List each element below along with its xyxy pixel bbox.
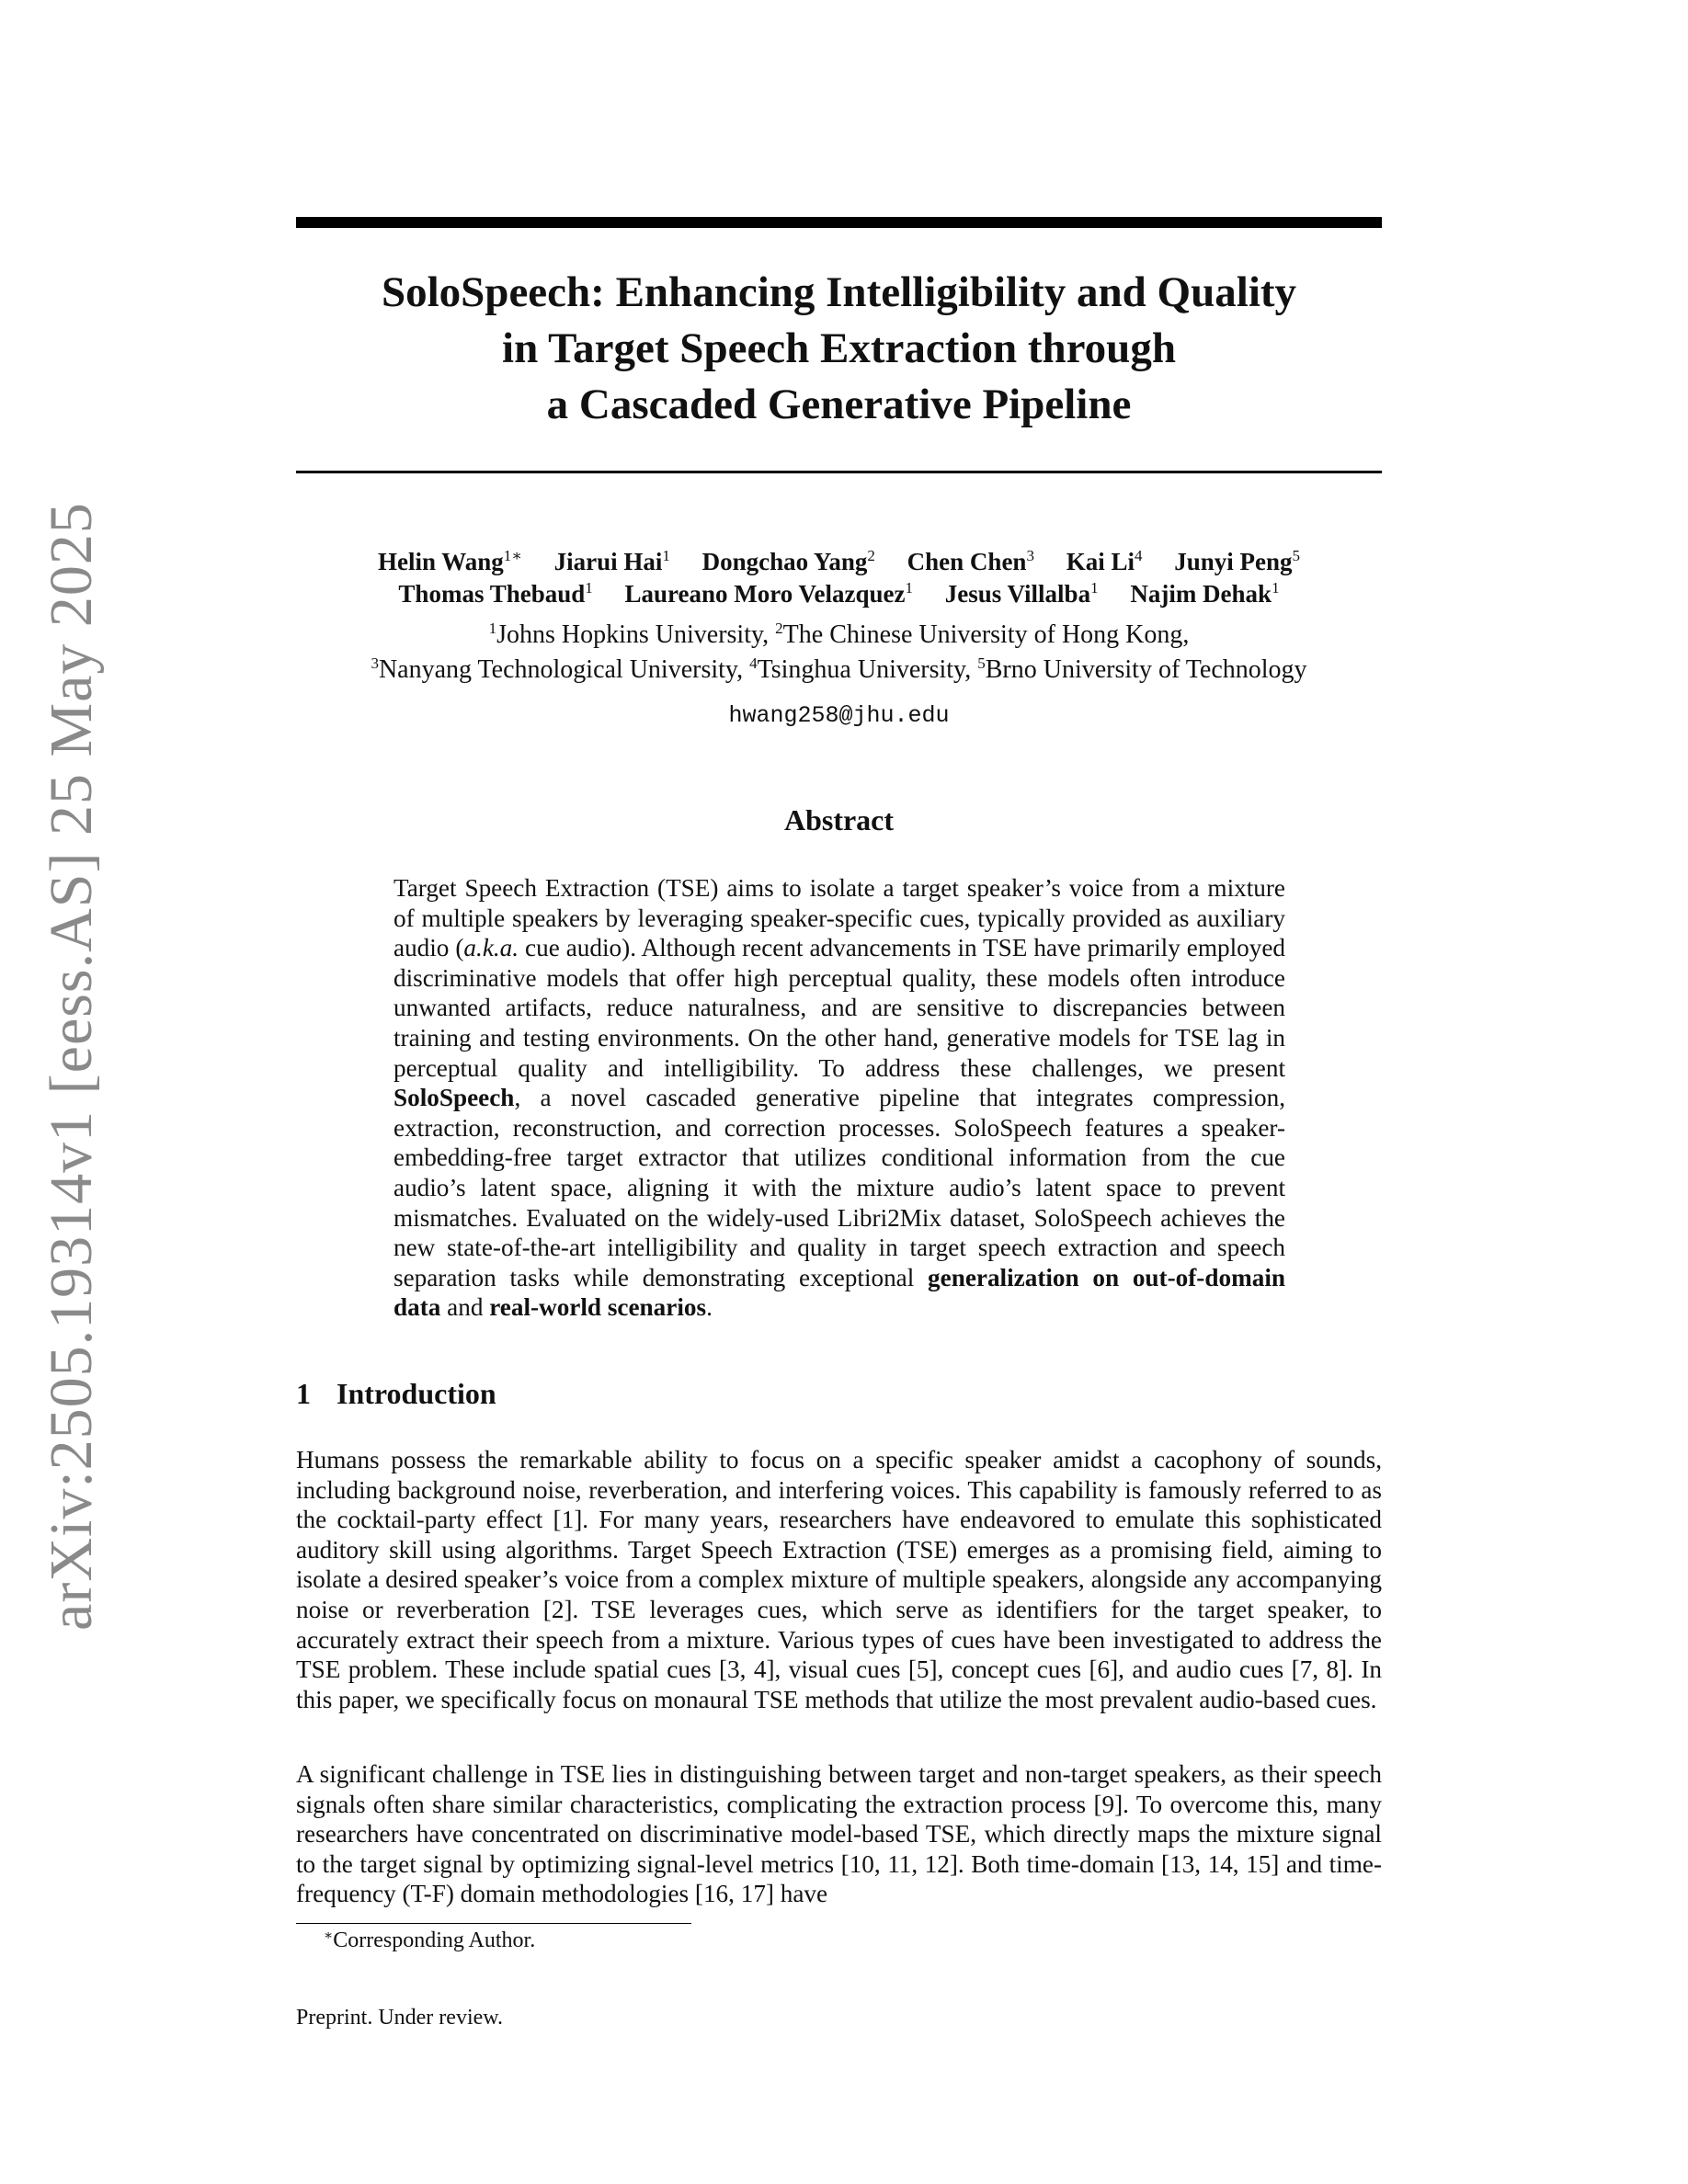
author: Jesus Villalba$^1$ bbox=[944, 579, 1099, 608]
author: Najim Dehak$^1$ bbox=[1130, 579, 1280, 608]
title-line: in Target Speech Extraction through bbox=[502, 324, 1176, 372]
author: Thomas Thebaud$^1$ bbox=[398, 579, 593, 608]
title-line: SoloSpeech: Enhancing Intelligibility and Quality bbox=[381, 268, 1297, 316]
section-heading-introduction bbox=[296, 1377, 496, 1411]
intro-paragraph-2: A significant challenge in TSE lies in distinguishing between target and non-target speakers, as their speech signals often share similar characteristics, complicating the extraction process [9]. To overcome this, many researchers have concentrated on discriminative model-based TSE, which directly maps the mixture signal to the target signal by optimizing signal-level metrics [10, 11, 12]. Both time-domain [13, 14, 15] and time-frequency (T-F) domain methodologies [16, 17] have bbox=[296, 1760, 1382, 1908]
section-number: 1 bbox=[296, 1377, 311, 1410]
title-top-rule bbox=[296, 217, 1382, 228]
preprint-notice: Preprint. Under review. bbox=[296, 2006, 504, 2030]
section-title: Introduction bbox=[336, 1377, 496, 1410]
footnote: ∗Corresponding Author. bbox=[324, 1928, 536, 1952]
author: Junyi Peng$^5$ bbox=[1174, 547, 1300, 575]
author-line-1 bbox=[296, 546, 1382, 578]
author: Chen Chen$^3$ bbox=[907, 547, 1034, 575]
author-line-2 bbox=[296, 578, 1382, 610]
abstract-text: Target Speech Extraction (TSE) aims to isolate a target speaker’s voice from a mixture of multiple speakers by leveraging speaker-specific cues, typically provided as auxiliary audio (a.k.a. cue audio). Although recent advancements in TSE have primarily employed discriminative models that offer high perceptual quality, these models often introduce unwanted artifacts, reduce naturalness, and are sensitive to discrepancies between training and testing environments. On the other hand, generative models for TSE lag in perceptual quality and intelligibility. To address these challenges, we present SoloSpeech, a novel cascaded generative pipeline that integrates compression, extraction, reconstruction, and correction processes. SoloSpeech features a speaker-embedding-free target extractor that utilizes conditional information from the cue audio’s latent space, aligning it with the mixture audio’s latent space to prevent mismatches. Evaluated on the widely-used Libri2Mix dataset, SoloSpeech achieves the new state-of-the-art intelligibility and quality in target speech extraction and speech separation tasks while demonstrating exceptional generalization on out-of-domain data and real-world scenarios. bbox=[393, 874, 1285, 1322]
arxiv-stamp bbox=[17, 502, 127, 1631]
title-line: a Cascaded Generative Pipeline bbox=[546, 381, 1132, 428]
author: Kai Li$^4$ bbox=[1066, 547, 1143, 575]
paper-title bbox=[296, 265, 1382, 433]
intro-paragraph-1: Humans possess the remarkable ability to focus on a specific speaker amidst a cacophony of sounds, including background noise, reverberation, and interfering voices. This capability is famously referred to as the cocktail-party effect [1]. For many years, researchers have endeavored to emulate this sophisticated auditory skill using algorithms. Target Speech Extraction (TSE) emerges as a promising field, aiming to isolate a desired speaker’s voice from a complex mixture of multiple speakers, alongside any accompanying noise or reverberation [2]. TSE leverages cues, which serve as identifiers for the target speaker, to accurately extract their speech from a mixture. Various types of cues have been investigated to address the TSE problem. These include spatial cues [3, 4], visual cues [5], concept cues [6], and audio cues [7, 8]. In this paper, we specifically focus on monaural TSE methods that utilize the most prevalent audio-based cues. bbox=[296, 1446, 1382, 1713]
affiliation-line-1: $^1$Johns Hopkins University, $^2$The Chinese University of Hong Kong, bbox=[488, 620, 1190, 649]
affiliations bbox=[296, 618, 1382, 688]
footnote-rule bbox=[296, 1923, 691, 1924]
author: Laureano Moro Velazquez$^1$ bbox=[624, 579, 914, 608]
title-bottom-rule bbox=[296, 471, 1382, 473]
affiliation-line-2: $^3$Nanyang Technological University, $^4$Tsinghua University, $^5$Brno University of Technology bbox=[371, 654, 1307, 684]
contact-email[interactable]: hwang258@jhu.edu bbox=[728, 702, 950, 729]
author: Helin Wang$^{1∗}$ bbox=[378, 547, 522, 575]
author-list bbox=[296, 546, 1382, 610]
author: Jiarui Hai$^1$ bbox=[553, 547, 670, 575]
abstract-heading: Abstract bbox=[783, 803, 895, 836]
arxiv-stamp-text: arXiv:2505.19314v1 [eess.AS] 25 May 2025 bbox=[38, 502, 105, 1631]
author: Dongchao Yang$^2$ bbox=[701, 547, 875, 575]
